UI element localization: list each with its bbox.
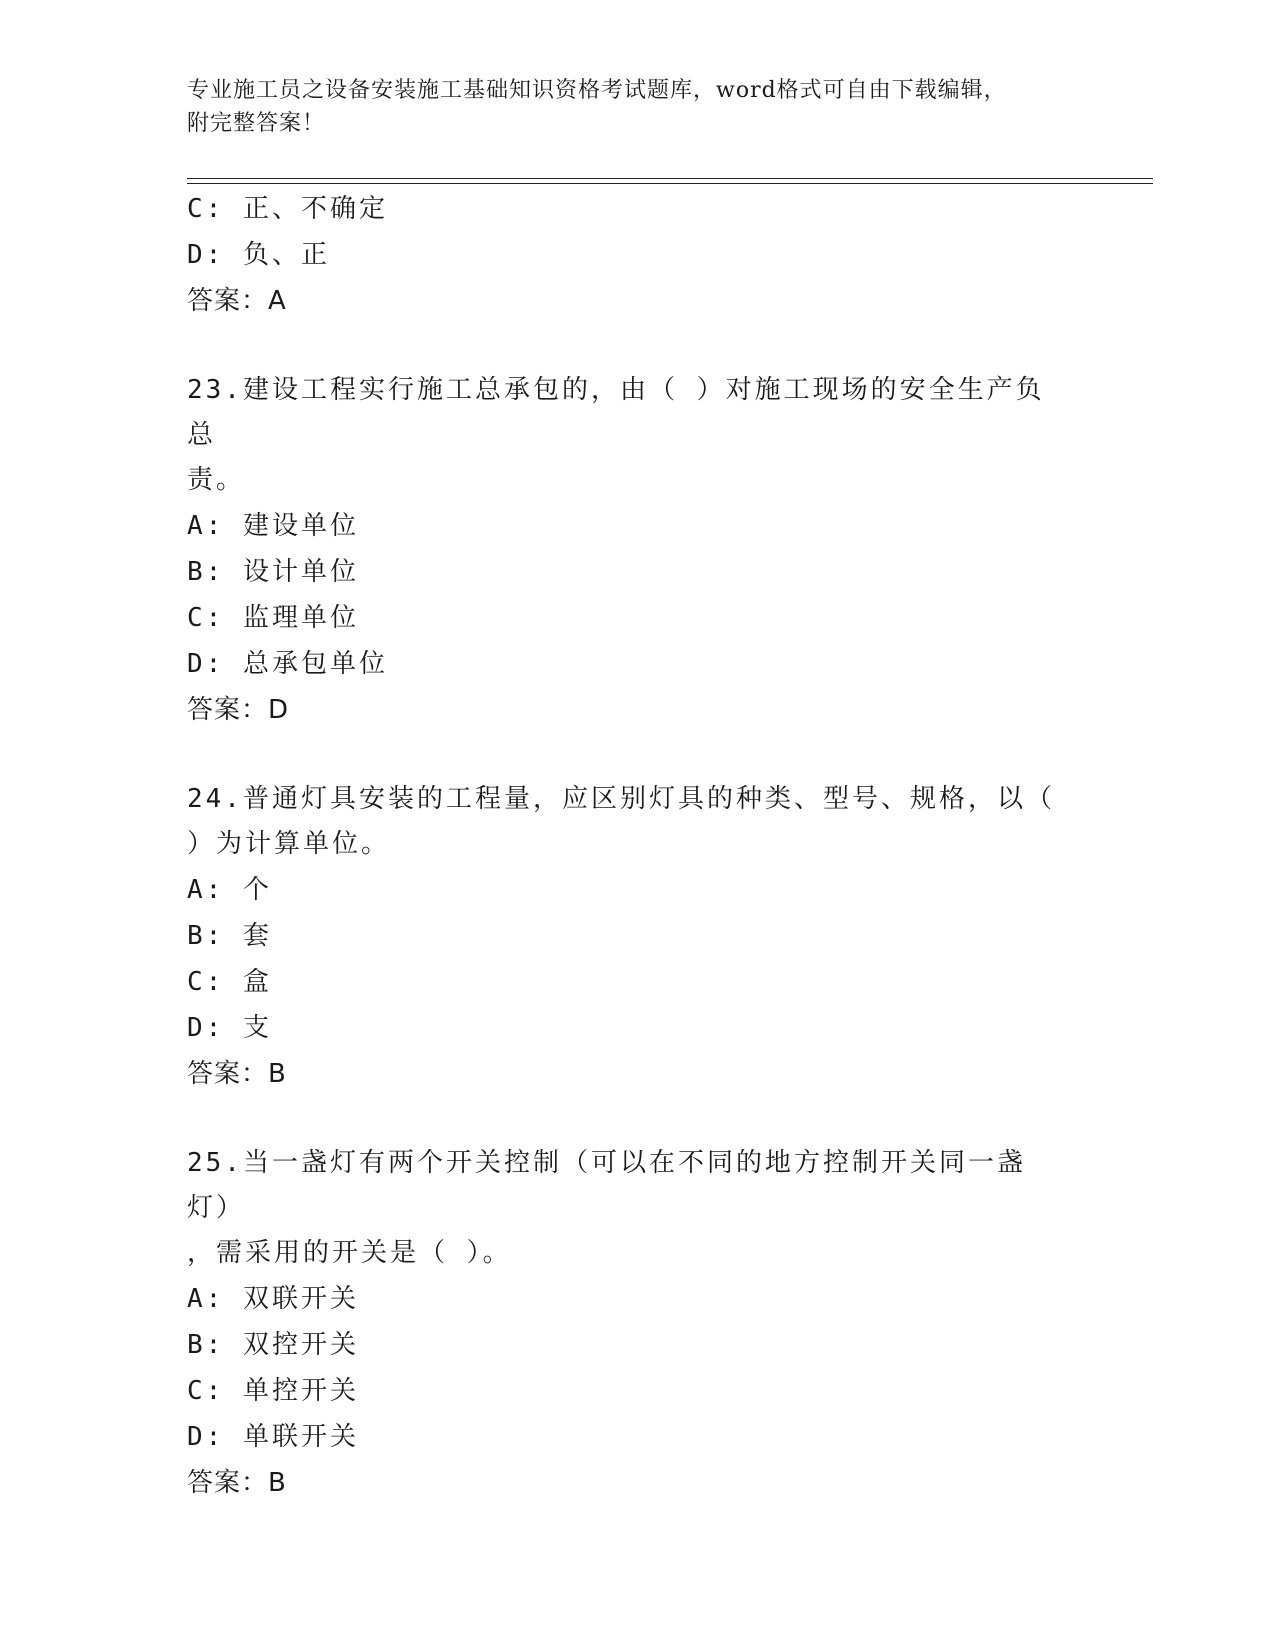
header-line-2: 附完整答案！ bbox=[187, 111, 326, 136]
question-stem bbox=[187, 1141, 1067, 1276]
option-b: B: 设计单位 bbox=[187, 557, 359, 587]
option-d: D: 负、正 bbox=[187, 240, 330, 270]
answer-label: 答案：B bbox=[187, 1059, 287, 1089]
question-stem-line-2: ，需采用的开关是（ ）。 bbox=[187, 1238, 512, 1268]
header-divider-top bbox=[187, 178, 1153, 179]
question-stem bbox=[187, 777, 1067, 867]
question-list bbox=[187, 186, 1087, 1506]
option-a: A: 个 bbox=[187, 875, 272, 905]
answer-label: 答案：D bbox=[187, 695, 290, 725]
option-d: D: 支 bbox=[187, 1013, 272, 1043]
option-b: B: 双控开关 bbox=[187, 1330, 359, 1360]
question-stem bbox=[187, 368, 1067, 503]
option-c: C: 监理单位 bbox=[187, 603, 359, 633]
answer-label: 答案：B bbox=[187, 1468, 287, 1498]
question-23 bbox=[187, 368, 1087, 733]
question-stem-line-1: 23.建设工程实行施工总承包的，由（ ）对施工现场的安全生产负总 bbox=[187, 375, 1045, 450]
question-stem-line-1: 25.当一盏灯有两个开关控制（可以在不同的地方控制开关同一盏灯） bbox=[187, 1148, 1026, 1223]
question-24 bbox=[187, 777, 1087, 1097]
option-d: D: 总承包单位 bbox=[187, 649, 388, 679]
question-25 bbox=[187, 1141, 1087, 1506]
question-stem-line-1: 24.普通灯具安装的工程量，应区别灯具的种类、型号、规格，以（ bbox=[187, 784, 1055, 814]
option-c: C: 盒 bbox=[187, 967, 272, 997]
question-stem-line-2: 责。 bbox=[187, 465, 246, 495]
document-header bbox=[187, 74, 1087, 140]
option-a: A: 建设单位 bbox=[187, 511, 359, 541]
question-stem-line-2: ）为计算单位。 bbox=[187, 829, 391, 859]
option-b: B: 套 bbox=[187, 921, 272, 951]
question-22-continued bbox=[187, 186, 1087, 324]
header-divider-bottom bbox=[187, 183, 1153, 184]
option-c: C: 正、不确定 bbox=[187, 194, 388, 224]
option-c: C: 单控开关 bbox=[187, 1376, 359, 1406]
option-a: A: 双联开关 bbox=[187, 1284, 359, 1314]
header-line-1: 专业施工员之设备安装施工基础知识资格考试题库，word格式可自由下载编辑， bbox=[187, 78, 1007, 103]
option-d: D: 单联开关 bbox=[187, 1422, 359, 1452]
answer-label: 答案：A bbox=[187, 286, 287, 316]
